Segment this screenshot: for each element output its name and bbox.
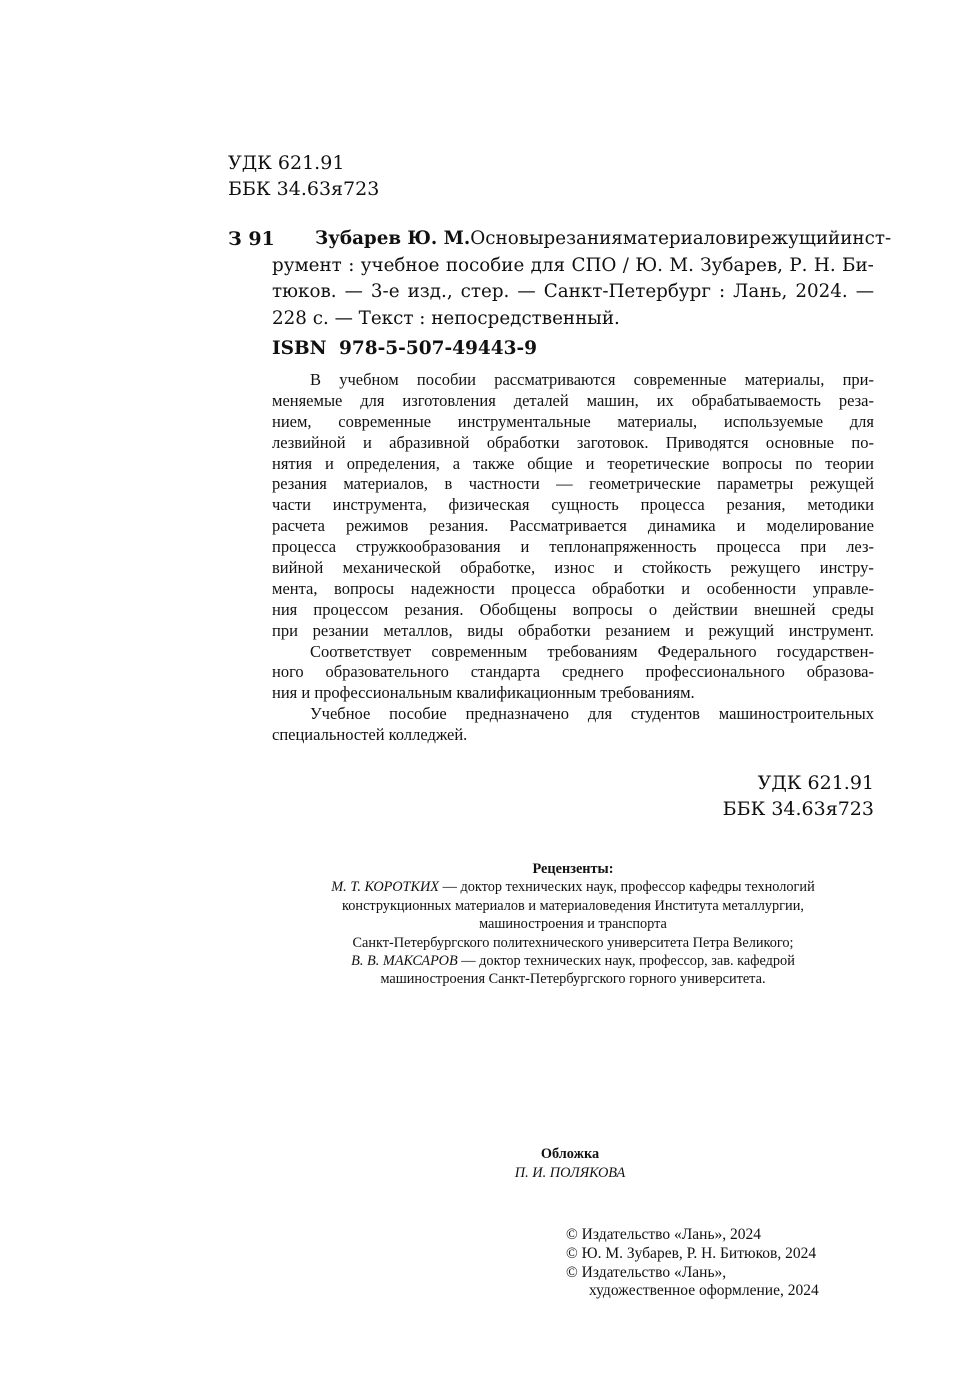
biblio.line2-word: учебное <box>360 254 440 276</box>
bbk-code: ББК 34.63я723 <box>228 178 380 200</box>
annotation-line: Соответствует современным требованиям Федерального государствен- <box>310 641 874 661</box>
annotation-line: нятия и определения, а также общие и теоретические вопросы по теории <box>272 453 874 473</box>
annotation-line: вийной механической обработке, износ и стойкость режущего инстру- <box>272 558 874 578</box>
author-name: Зубарев Ю. М. <box>315 228 471 249</box>
biblio.line3-word: 2024. <box>795 281 848 303</box>
annotation-line: резания материалов, в частности — геометрические параметры режущей <box>272 474 874 494</box>
biblio.line3-word: тюков. <box>272 281 337 303</box>
biblio.line3-word: изд., <box>407 281 453 303</box>
biblio.line3-word: Лань, <box>733 281 788 303</box>
copyright-line-2: © Ю. М. Зубарев, Р. Н. Битюков, 2024 <box>566 1244 817 1262</box>
annotation-line: процесса стружкообразования и теплонапряженность процесса при лез- <box>272 537 874 557</box>
annotation-line: ния процессом резания. Обобщены вопросы о действии внешней среды <box>272 599 874 619</box>
copyright-block <box>566 1226 819 1301</box>
annotation-line: мента, вопросы надежности процесса обработки и особенности управле- <box>272 578 874 598</box>
biblio.line3-word: стер. <box>460 281 510 303</box>
reviewers-heading: Рецензенты: <box>532 861 614 877</box>
biblio.line1_rest-word: Основы <box>470 228 544 249</box>
reviewer-2-line-1: В. В. МАКСАРОВ — доктор технических наук, профессор, зав. кафедрой <box>351 952 795 969</box>
cover-designer-name: П. И. ПОЛЯКОВА <box>514 1164 626 1181</box>
udk-code: УДК 621.91 <box>228 152 345 174</box>
biblio.line2-word: Р. <box>789 254 808 276</box>
reviewer-1-line-3: машиностроения и транспорта <box>479 916 667 933</box>
biblio-line-2 <box>272 253 874 280</box>
cover-heading: Обложка <box>540 1146 600 1162</box>
annotation-line: специальностей колледжей. <box>272 725 468 745</box>
copyright-line-3: © Издательство «Лань», <box>566 1263 727 1281</box>
biblio.line2-word: Зубарев, <box>700 254 783 276</box>
biblio.line2-word: Ю. <box>635 254 663 276</box>
biblio.line2-word: СПО <box>571 254 617 276</box>
cover-credit <box>470 1145 670 1182</box>
annotation-line: расчета режимов резания. Рассматривается динамика и моделирование <box>272 516 874 536</box>
annotation-line: ного образовательного стандарта среднего профессионального образова- <box>272 662 874 682</box>
annotation-line: Учебное пособие предназначено для студентов машиностроительных <box>310 704 874 724</box>
bibliographic-description <box>272 226 892 333</box>
biblio.line2-word: румент <box>272 254 342 276</box>
bbk-code: ББК 34.63я723 <box>722 798 874 820</box>
annotation-line: В учебном пособии рассматриваются современные материалы, при- <box>310 370 874 389</box>
biblio.line2-word: для <box>530 254 566 276</box>
annotation-line: части инструмента, физическая сущность процесса резания, методики <box>272 495 874 515</box>
reviewer-1-line-4: Санкт-Петербургского политехнического университета Петра Великого; <box>352 934 794 951</box>
biblio.line1_rest-word: материалов <box>622 228 737 249</box>
biblio-line-1 <box>272 226 892 253</box>
biblio.line2-word: Би- <box>842 254 874 276</box>
reviewer-1-line-1: М. Т. КОРОТКИХ — доктор технических наук, профессор кафедры технологий <box>331 879 815 896</box>
copyright-line-1: © Издательство «Лань», 2024 <box>566 1226 762 1243</box>
reviewer-1-line-2: конструкционных материалов и материаловедения Института металлургии, <box>342 897 804 914</box>
biblio.line1_rest-word: инст- <box>840 228 892 249</box>
annotation <box>272 370 874 746</box>
biblio.line3-word: 3-е <box>370 281 400 303</box>
isbn: ISBN 978-5-507-49443-9 <box>272 338 538 359</box>
biblio.line3-word: — <box>855 281 874 303</box>
biblio.line2-word: пособие <box>445 254 525 276</box>
biblio.line1_rest-word: и <box>736 228 749 249</box>
reviewer-2-name: В. В. МАКСАРОВ <box>351 952 458 969</box>
reviewer-1-name: М. Т. КОРОТКИХ <box>331 879 440 896</box>
annotation-line: ния и профессиональным квалификационным требованиям. <box>272 683 695 703</box>
biblio.line2-word: / <box>622 254 629 276</box>
copyright-line-4: художественное оформление, 2024 <box>589 1282 819 1300</box>
annotation-line: лезвийной и абразивной обработки заготовок. Приводятся основные по- <box>272 432 874 452</box>
reviewer-2-line-2: машиностроения Санкт-Петербургского горного университета. <box>380 971 766 988</box>
author-index-code: З 91 <box>228 228 275 250</box>
biblio.line3-word: — <box>517 281 536 303</box>
biblio.line1_rest-word: режущий <box>748 228 841 249</box>
udk-bbk-top <box>228 150 379 202</box>
biblio.line3-word: — <box>344 281 363 303</box>
annotation-line: при резании металлов, виды обработки резанием и режущий инструмент. <box>272 620 874 640</box>
udk-bbk-bottom <box>723 770 874 822</box>
annotation-line: меняемые для изготовления деталей машин, их обрабатываемость реза- <box>272 390 874 410</box>
biblio-line-4: 228 с. — Текст : непосредственный. <box>272 308 620 330</box>
biblio-line-3 <box>272 279 874 306</box>
biblio.line3-word: Санкт-Петербург <box>543 281 711 303</box>
biblio.line2-word: : <box>348 254 355 276</box>
biblio.line1_rest-word: резания <box>543 228 623 249</box>
biblio.line2-word: Н. <box>813 254 836 276</box>
annotation-line: нием, современные инструментальные материалы, используемые для <box>272 411 874 431</box>
biblio.line3-word: : <box>718 281 726 303</box>
udk-code: УДК 621.91 <box>757 772 874 794</box>
reviewers <box>270 860 876 989</box>
biblio.line2-word: М. <box>669 254 694 276</box>
